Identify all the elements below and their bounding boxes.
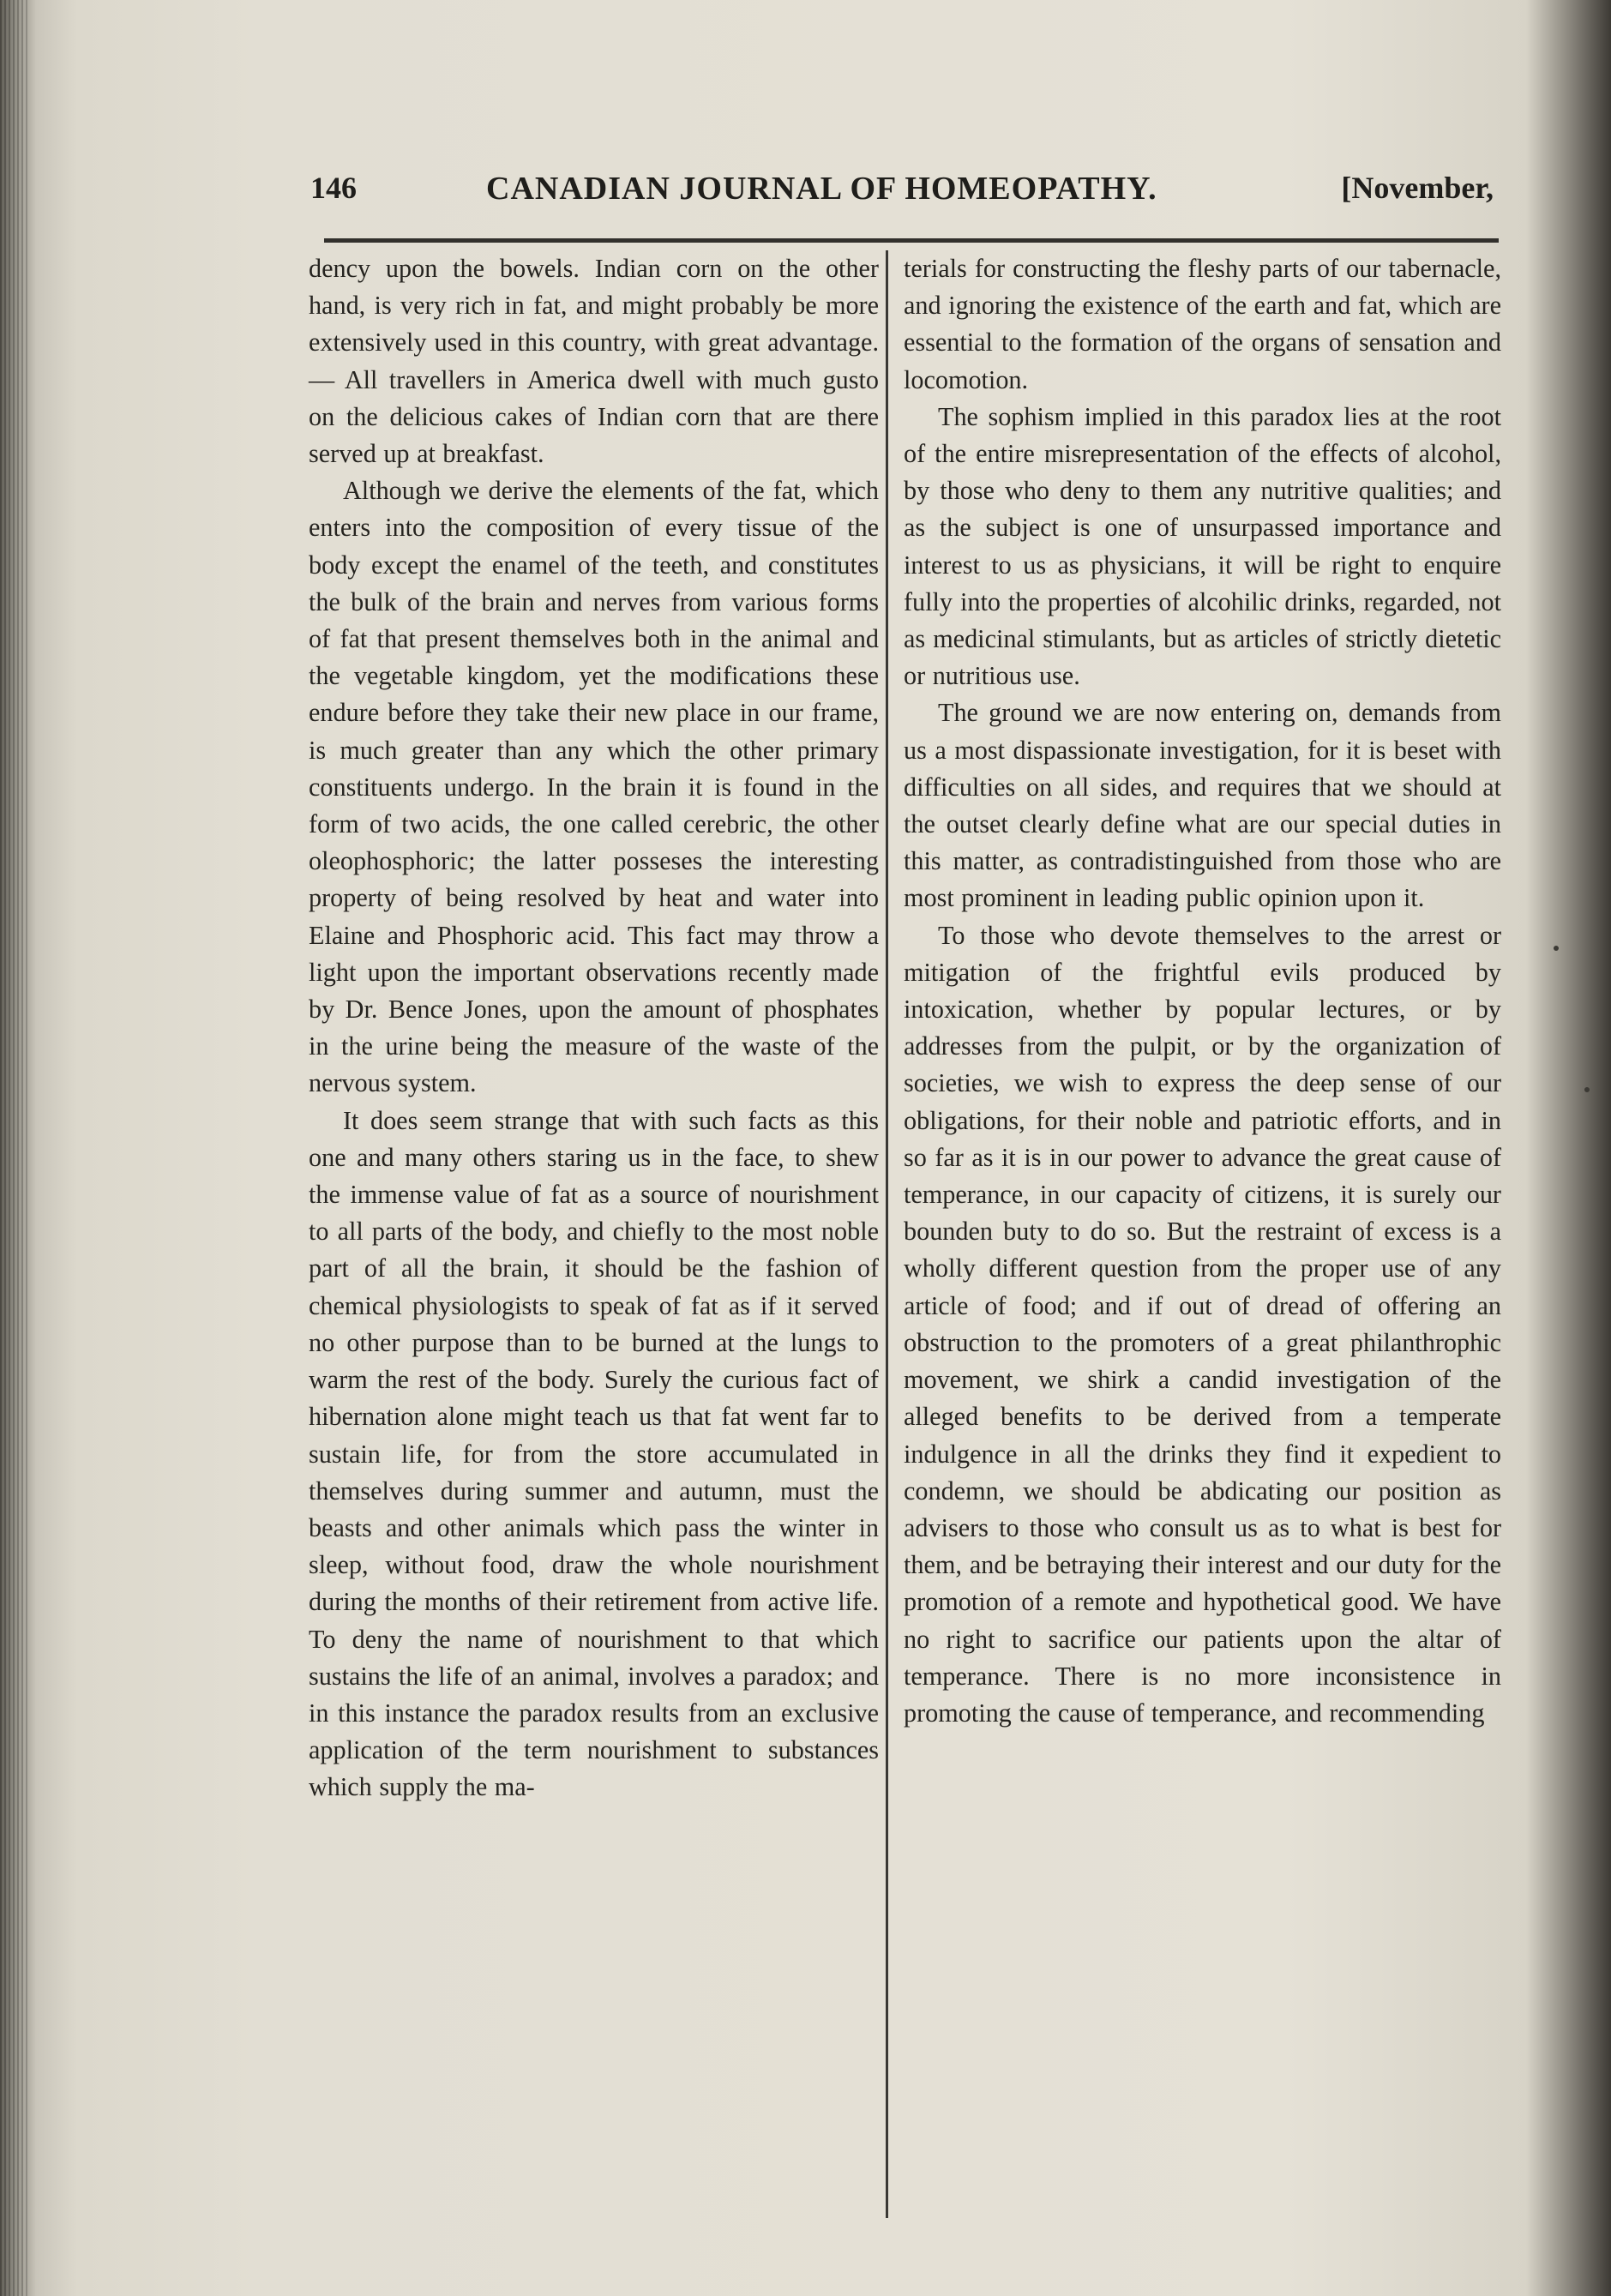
running-header [310,170,1494,221]
paragraph: terials for constructing the fleshy parts of our tabernacle, and ignoring the existence of the earth and fat, which are essential to the formation of the organs of sensation and locomotion. [904,254,1501,394]
column-divider [886,250,888,2218]
paragraph: Although we derive the elements of the fat, which enters into the composition of every tissue of the body except the enamel of the teeth, and constitutes the bulk of the brain and nerves from various forms of fat that present themselves both in the animal and the vegetable kingdom, yet the modifications these endure before they take their new place in our frame, is much greater than any which the other primary constituents undergo. In the brain it is found in the form of two acids, the one called cerebric, the other oleophosphoric; the latter posseses the interesting property of being resolved by heat and water into Elaine and Phosphoric acid. This fact may throw a light upon the important observations recently made by Dr. Bence Jones, upon the amount of phosphates in the urine being the measure of the waste of the nervous system. [309,476,879,1098]
right-column [904,250,1501,2222]
ink-speck [1554,946,1559,951]
header-date: [November, [1341,171,1494,205]
paragraph: It does seem strange that with such facts as this one and many others staring us in the face, to shew the immense value of fat as a source of nourishment to all parts of the body, and chiefly to the most noble part of all the brain, it should be the fashion of chemical physiologists to speak of fat as if it served no other purpose than to be burned at the lungs to warm the rest of the body. Surely the curious fact of hibernation alone might teach us that fat went far to sustain life, for from the store accumulated in themselves during summer and autumn, must the beasts and other animals which pass the winter in sleep, without food, draw the whole nourishment during the months of their retirement from active life. To deny the name of nourishment to that which sustains the life of an animal, involves a paradox; and in this instance the paradox results from an exclusive application of the term nourishment to substances which supply the ma- [309,1105,879,1802]
left-column [309,250,879,2222]
ink-speck [1584,1087,1590,1092]
paragraph: dency upon the bowels. Indian corn on the other hand, is very rich in fat, and might probably be more extensively used in this country, with great advantage.— All travellers in America dwell with much gusto on the delicious cakes of Indian corn that are there served up at breakfast. [309,254,879,469]
paragraph: To those who devote themselves to the arrest or mitigation of the frightful evils produced by intoxication, whether by popular lectures, or by addresses from the pulpit, or by the organization of societies, we wish to express the deep sense of our obligations, for their noble and patriotic efforts, and in so far as it is in our power to advance the great cause of temperance, in our capacity of citizens, it is surely our bounden buty to do so. But the restraint of excess is a wholly different question from the proper use of any article of food; and if out of dread of offering an obstruction to the promoters of a great philanthrophic movement, we shirk a candid investigation of the alleged benefits to be derived from a temperate indulgence in all the drinks they find it expedient to condemn, we should be abdicating our position as advisers to those who consult us as to what is best for them, and be betraying their interest and our duty for the promotion of a remote and hypothetical good. We have no right to sacrifice our patients upon the altar of temperance. There is no more inconsistence in promoting the cause of temperance, and recommending [904,920,1501,1728]
journal-title: CANADIAN JOURNAL OF HOMEOPATHY. [486,171,1157,207]
paragraph: The ground we are now entering on, demands from us a most dispassionate investigation, for it is beset with difficulties on all sides, and requires that we should at the outset clearly define what are our special duties in this matter, as contradistinguished from those who are most prominent in leading public opinion upon it. [904,698,1501,913]
header-rule [324,238,1499,243]
page-number: 146 [310,171,357,205]
paragraph: The sophism implied in this paradox lies at the root of the entire misrepresentation of the effects of alcohol, by those who deny to them any nutritive qualities; and as the subject is one of unsurpassed importance and interest to us as physicians, it will be right to enquire fully into the properties of alcohilic drinks, regarded, not as medicinal stimulants, but as articles of strictly dietetic or nutritious use. [904,401,1501,691]
